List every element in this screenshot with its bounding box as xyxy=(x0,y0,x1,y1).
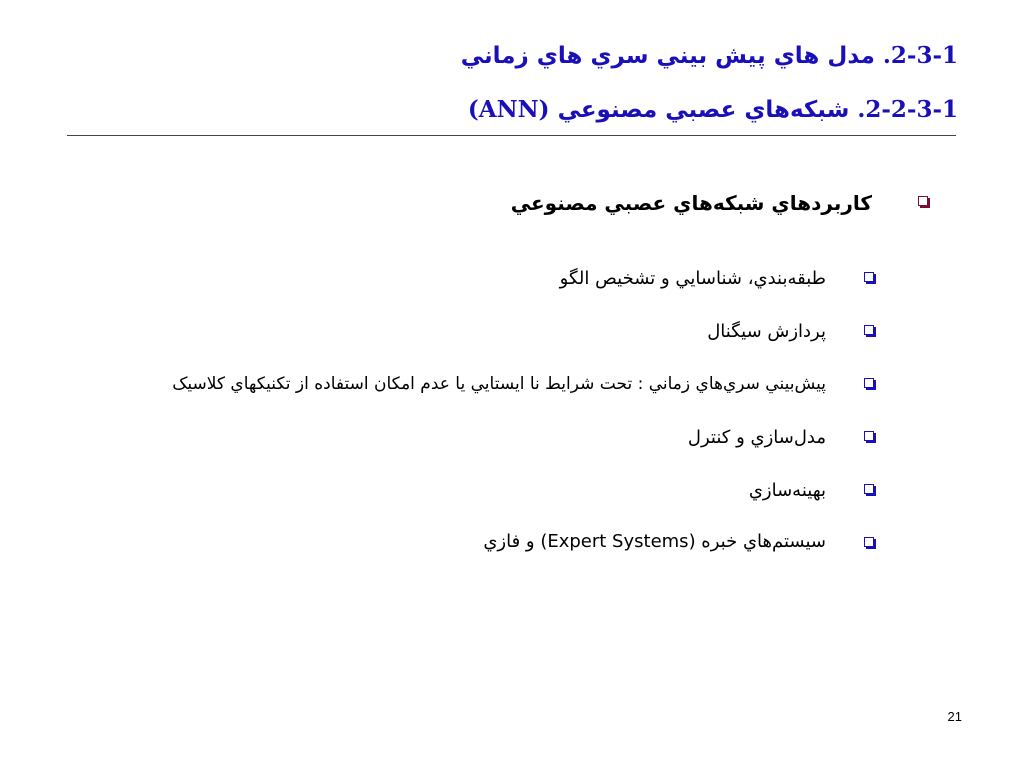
title-divider xyxy=(67,135,956,136)
list-item: مدل‌سازي و کنترل xyxy=(687,427,826,448)
square-bullet-icon xyxy=(864,484,874,494)
list-item: طبقه‌بندي، شناسايي و تشخيص الگو xyxy=(559,268,826,289)
square-bullet-icon xyxy=(864,431,874,441)
square-bullet-icon xyxy=(864,378,874,388)
list-item: بهينه‌سازي xyxy=(748,480,826,501)
page-number: 21 xyxy=(947,709,962,724)
square-bullet-icon xyxy=(918,196,928,206)
square-bullet-icon xyxy=(864,325,874,335)
section-heading: کاربردهاي شبکه‌هاي عصبي مصنوعي xyxy=(510,191,872,215)
slide-title xyxy=(461,44,958,68)
list-item: پيش‌بيني سري‌هاي زماني : تحت شرايط نا ايستايي يا عدم امکان استفاده از تکنيکهاي کلاسيک xyxy=(172,374,826,394)
list-item: سيستم‌هاي خبره (Expert Systems) و فازي xyxy=(483,531,826,552)
square-bullet-icon xyxy=(864,537,874,547)
title-number: 2-3-1. xyxy=(882,42,958,69)
title-text: مدل هاي پيش بيني سري هاي زماني xyxy=(460,43,875,69)
subtitle-number: 2-2-3-1. xyxy=(857,96,958,123)
subtitle-text: شبکه‌هاي عصبي مصنوعي xyxy=(557,97,850,123)
square-bullet-icon xyxy=(864,272,874,282)
list-item: پردازش سيگنال xyxy=(707,321,826,342)
slide-subtitle xyxy=(468,98,958,122)
subtitle-abbreviation: (ANN) xyxy=(467,96,550,123)
